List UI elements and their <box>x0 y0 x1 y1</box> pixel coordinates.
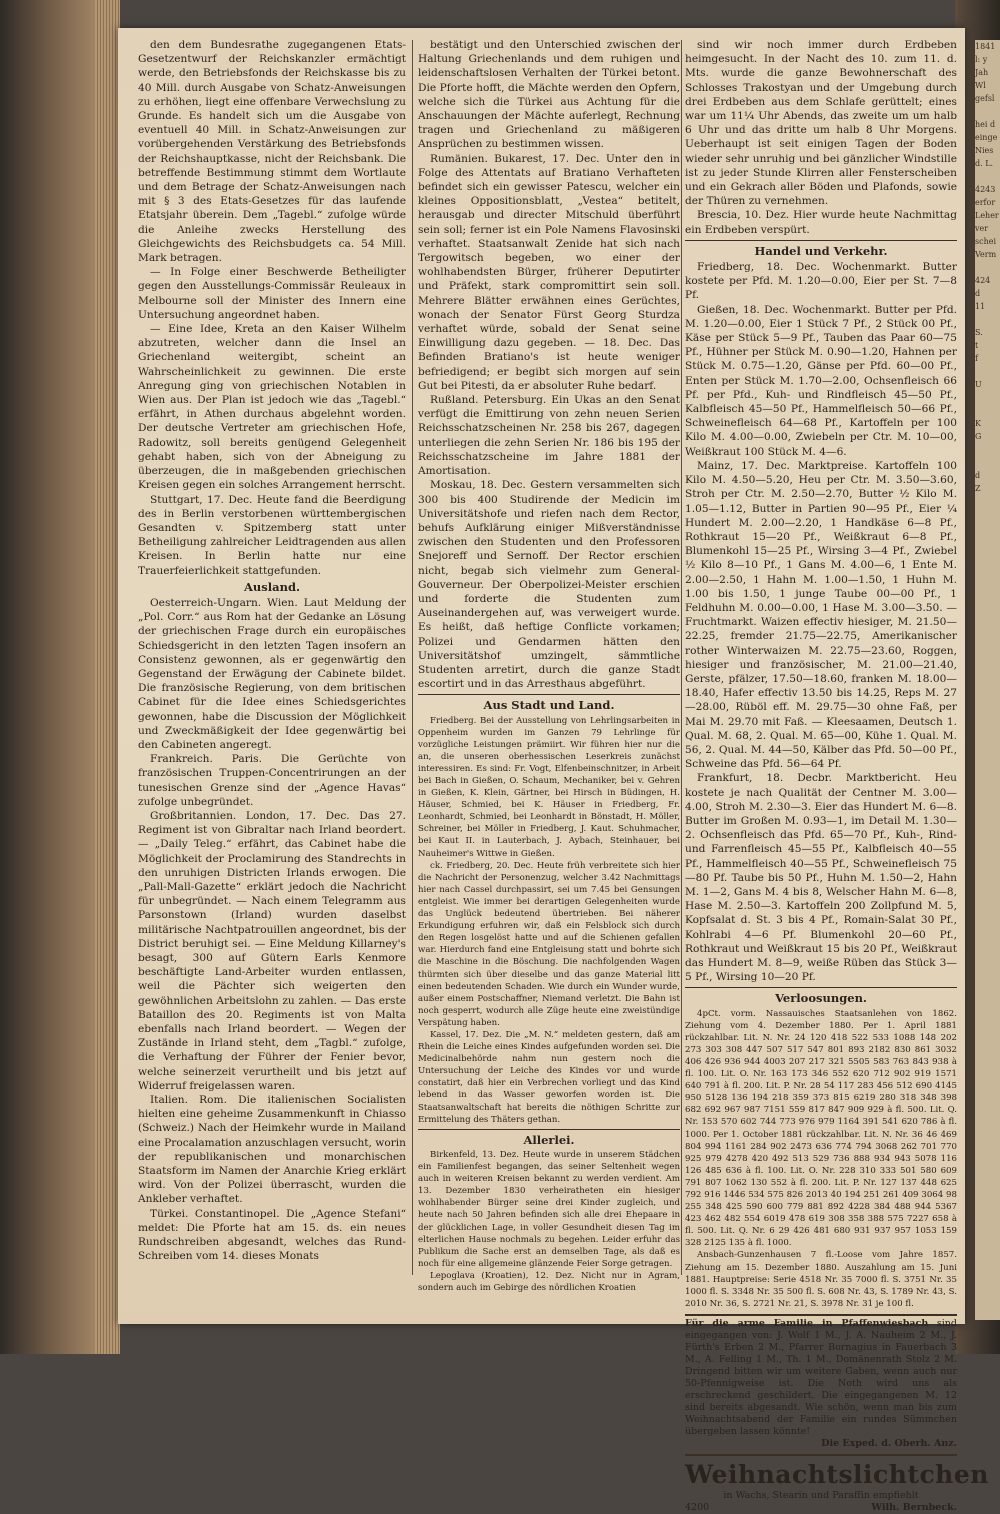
margin-fragment <box>975 456 1000 469</box>
margin-fragment: d <box>975 289 981 298</box>
article-paragraph: Moskau, 18. Dec. Gestern versammelten sich 300 bis 400 Studirende der Medicin im Universitätshofe und riefen nach dem Rector, behufs Aufklärung einiger Mißverständnisse zwischen den Studenten und den Professoren Snejoreff und Sernoff. Der Rector erschien nicht, begab sich vielmehr zum General-Gouverneur. Der Oberpolizei-Meister erschien und forderte die Studenten zum Auseinandergehen auf, was verweigert wurde. Es heißt, daß heftige Conflicte vorkamen; Polizei und Gendarmen hätten den Universitätshof umzingelt, sämmtliche Studenten arretirt, durch die ganze Stadt escortirt und in das Arresthaus abgeführt. <box>418 479 680 691</box>
lottery-numbers: 4pCt. vorm. Nassauisches Staatsanlehen von 1862. Ziehung vom 4. Dezember 1880. Per 1. April 1881 rückzahlbar. Lit. N. Nr. 24 120 418 522 533 1088 148 202 273 303 308 447 507 517 547 801 893 2182 830 861 3032 406 426 936 944 4003 207 217 321 5505 583 763 843 938 à fl. 100. Lit. O. Nr. 163 173 346 552 620 712 902 919 1571 640 791 à fl. 200. Lit. P. Nr. 28 54 117 283 456 512 690 4145 950 5128 136 194 218 359 373 815 6219 280 318 348 398 682 692 967 987 7151 559 817 847 909 929 à fl. 500. Lit. Q. Nr. 153 570 602 744 773 976 979 1164 391 541 620 786 à fl. 1000. Per 1. October 1881 rückzahlbar. Lit. N. Nr. 36 46 469 804 994 1161 284 902 2473 636 774 794 3068 262 701 770 925 979 4278 420 492 513 529 736 888 934 943 5078 116 126 485 636 à fl. 100. Lit. O. Nr. 228 310 333 501 580 609 791 807 1062 130 552 à fl. 200. Lit. P. Nr. 127 137 448 625 792 916 1446 534 575 826 2013 40 194 251 261 409 3064 98 255 348 425 590 600 779 881 892 4228 384 488 944 5367 423 462 482 554 6019 478 619 308 358 388 575 7227 658 à fl. 500. Lit. Q. Nr. 6 29 426 481 680 931 937 957 1053 159 328 2125 135 à fl. 1000. <box>685 1008 957 1249</box>
article-paragraph: Rumänien. Bukarest, 17. Dec. Unter den in Folge des Attentats auf Bratiano Verhafteten befindet sich ein gewisser Patescu, welcher ein kleines Oppositionsblatt, „Vestea“ betitelt, herausgab und directer Mitschuld überführt sein soll; ferner ist ein Pole Namens Flavosinski verhaftet. Staatsanwalt Zenide hat sich nach Tergowitsch begeben, wo einer der wohlhabendsten Bürger, früherer Deputirter und Präfekt, stark compromittirt sein soll. Mehrere Blätter erwähnen eines Gerüchtes, wonach der Senator Fürst Georg Sturdza verhaftet würde, sobald der Senat seine Einwilligung dazu gegeben. — 18. Dec. Das Befinden Bratiano's ist heute weniger befriedigend; er begibt sich morgen auf sein Gut bei Pitesti, da er absoluter Ruhe bedarf. <box>418 152 680 392</box>
margin-fragment <box>975 261 1000 274</box>
advertisement-number: 4200 <box>685 1501 710 1513</box>
column-2 <box>418 38 680 1293</box>
article-paragraph: Frankfurt, 18. Decbr. Marktbericht. Heu kostete je nach Qualität der Centner M. 3.00—4.00, Stroh M. 2.30—3. Eier das Hundert M. 6—8. Butter im Großen M. 0.93—1, im Detail M. 1.30—2. Ochsenfleisch das Pfd. 65—70 Pf., Kuh-, Rind- und Farrenfleisch 45—55 Pf., Kalbfleisch 40—55 Pf., Hammelfleisch 40—55 Pf., Schweinefleisch 75—80 Pf. Taube bis 50 Pf., Huhn M. 1.50—2, Hahn M. 1—2, Gans M. 4 bis 8, Welscher Hahn M. 6—8, Hase M. 2.50—3. Kartoffeln 200 Zollpfund M. 5, Kopfsalat d. St. 3 bis 4 Pf., Romain-Salat 30 Pf., Kohlrabi 4—6 Pf. Blumenkohl 20—60 Pf., Rothkraut und Weißkraut 15 bis 20 Pf., Weißkraut das Hundert M. 8—9, weiße Rüben das Stück 3—5 Pf., Wirsing 10—20 Pf. <box>685 772 957 984</box>
section-heading-allerlei: Allerlei. <box>523 1132 575 1147</box>
section-heading-verloosungen: Verloosungen. <box>775 991 867 1006</box>
article-paragraph: Frankreich. Paris. Die Gerüchte von französischen Truppen-Concentrirungen an der tunesischen Grenze sind der „Agence Havas“ zufolge unbegründet. <box>138 753 406 808</box>
margin-fragment <box>975 443 1000 456</box>
margin-fragment: einge <box>975 133 998 142</box>
margin-fragment: schei <box>975 237 997 246</box>
column-1 <box>138 38 406 1268</box>
margin-fragment: 424 <box>975 276 991 285</box>
margin-fragment: t <box>975 341 979 350</box>
margin-fragment: ver <box>975 224 989 233</box>
margin-fragment <box>975 170 1000 183</box>
book-binding-left <box>0 0 120 1354</box>
margin-fragment <box>975 391 1000 404</box>
margin-fragment: Z <box>975 484 981 493</box>
margin-fragment: Nies <box>975 146 994 155</box>
article-paragraph: sind wir noch immer durch Erdbeben heimgesucht. In der Nacht des 10. zum 11. d. Mts. wurde die ganze Bewohnerschaft des Schlosses Trakostyan und der Umgebung durch drei Erdbeben aus dem Schlafe gerüttelt; eines war um 11¼ Uhr Abends, das zweite um um halb 6 Uhr und das dritte um halb 8 Uhr Morgens. Ueberhaupt ist seit einigen Tagen der Boden wieder sehr unruhig und bei gänzlicher Windstille ist zu jeder Stunde Klirren aller Fensterscheiben und ein Gekrach aller Böden und Plafonds, sowie der Thüren zu vernehmen. <box>685 39 957 208</box>
charity-notice-text: sind eingegangen von: J. Wolf 1 M., J. A. Nauheim 2 M., J. Fürth's Erben 2 M., Pfarrer Bornagius in Fauerbach 3 M., A. Felling 1 M., Th. 1 M., Domänenrath Stolz 2 M. Dringend bitten wir um weitere Gaben, wenn auch nur 50-Pfennigweise ist. Die Noth wird uns als erschreckend geschildert. Die eingegangenen M. 12 sind bereits abgesandt. Wie schön, wenn man bis zum Weihnachtsabend der Familie ein rundes Sümmchen übergeben lassen könnte! <box>685 1317 958 1437</box>
article-paragraph: Stuttgart, 17. Dec. Heute fand die Beerdigung des in Berlin verstorbenen württembergischen Gesandten v. Spitzemberg statt unter Betheiligung zahlreicher Leidtragenden aus allen Kreisen. In Berlin hatte nur eine Trauerfeierlichkeit stattgefunden. <box>138 493 406 577</box>
margin-fragment: l: y <box>975 55 988 64</box>
article-paragraph: ck. Friedberg, 20. Dec. Heute früh verbreitete sich hier die Nachricht der Personenzug, welcher 3.42 Nachmittags hier nach Cassel durchpassirt, sei um 7.45 bei Gensungen entgleist. Wie immer bei derartigen Gelegenheiten wurde das Unglück bedeutend übertrieben. Bei näherer Erkundigung erfuhren wir, daß ein Felsblock sich durch den Regen losgelöst hatte und auf die Schienen gefallen war. Hierdurch fand eine Entgleisung statt und bohrte sich die Maschine in die Böschung. Die nachfolgenden Wagen thürmten sich über dieselbe und das ganze Material litt einen bedeutenden Schaden. Wie durch ein Wunder wurde, außer einem Postschaffner, Niemand verletzt. Die Bahn ist noch gesperrt, wodurch alle Züge heute eine zweistündige Verspätung haben. <box>418 860 680 1028</box>
article-paragraph: Türkei. Constantinopel. Die „Agence Stefani“ meldet: Die Pforte hat am 15. ds. ein neues Rundschreiben abgesandt, welches das Rund-Schreiben vom 14. dieses Monats <box>138 1207 406 1263</box>
margin-fragment: d. L. <box>975 159 994 168</box>
margin-fragment: U <box>975 380 982 389</box>
page-stack-edge <box>95 0 120 1354</box>
article-paragraph: Brescia, 10. Dez. Hier wurde heute Nachmittag ein Erdbeben verspürt. <box>685 209 957 236</box>
margin-fragment: S. <box>975 328 983 337</box>
advertiser-name: Wilh. Bernbeck. <box>871 1501 957 1513</box>
article-paragraph: Friedberg. Bei der Ausstellung von Lehrlingsarbeiten in Oppenheim wurden im Ganzen 79 Lehrlinge für vorzügliche Leistungen prämiirt. Wir führen hier nur die an, die unseren oberhessischen Leserkreis zunächst interessiren. Es sind: Fr. Vogt, Elfenbeinschnitzer, in Arbeit bei Bach in Gießen, O. Schaum, Mechaniker, bei v. Gehren in Gießen, K. Klein, Gärtner, bei Hirsch in Büdingen, H. Häuser, Schmied, bei K. Häuser in Friedberg, Fr. Leonhardt, Schmied, bei Leonhardt in Bönstadt, H. Möller, Schreiner, bei Möller in Friedberg, J. Kaut. Schuhmacher, bei Kaut II. in Lauterbach, J. Aybach, Steinhauer, bei Nauheimer's Wittwe in Gießen. <box>418 715 680 859</box>
margin-fragment: f <box>975 354 978 363</box>
margin-fragment: 1841 <box>975 42 996 51</box>
advertisement-title: Weihnachtslichtchen <box>685 1459 989 1489</box>
section-divider <box>418 1129 680 1130</box>
article-paragraph: Oesterreich-Ungarn. Wien. Laut Meldung der „Pol. Corr.“ aus Rom hat der Gedanke an Lösung der griechischen Frage durch ein europäisches Schiedsgericht in den letzten Tagen insofern an Consistenz gewonnen, als er gegenwärtig den Gegenstand der Erwägung der Cabinete bildet. Die französische Regierung, von dem britischen Cabinet für die Idee eines Schiedsgerichtes gewonnen, habe die Discussion der Möglichkeit und Zweckmäßigkeit der Idee gegenwärtig bei den Cabineten angeregt. <box>138 596 406 751</box>
article-paragraph: den dem Bundesrathe zugegangenen Etats-Gesetzentwurf der Reichskanzler ermächtigt werde, den Betriebsfonds der Reichskasse bis zu 40 Mill. durch Ausgabe von Schatz-Anweisungen zu erhöhen, liegt eine offenbare Verwechslung zu Grunde. Es handelt sich um die Ausgabe von eventuell 40 Mill. in Schatz-Anweisungen zur vorübergehenden Verstärkung des Betriebsfonds der Reichshauptkasse, nicht der Reichsbank. Die betreffende Bestimmung stimmt dem Wortlaute und dem Betrage der Schatz-Anweisungen nach mit § 3 des Etats-Gesetzes für das laufende Etatsjahr überein. Dem „Tagebl.“ zufolge würde die Anleihe zwecks Herstellung des Gleichgewichts des Reichsbudgets ca. 54 Mill. Mark betragen. <box>138 39 406 265</box>
article-paragraph: Kassel, 17. Dez. Die „M. N.“ meldeten gestern, daß am Rhein die Leiche eines Kindes aufgefunden worden sei. Die Medicinalbehörde nahm nun gestern noch die Untersuchung der Leiche des Kindes vor und wurde constatirt, daß hier ein Verbrechen vorliegt und das Kind lebend in das Wasser geworfen worden ist. Die Staatsanwaltschaft hat bereits die nöthigen Schritte zur Ermittelung des Thäters gethan. <box>418 1029 680 1125</box>
next-page-sliver <box>975 40 1000 1320</box>
section-divider <box>685 987 957 988</box>
article-paragraph: Mainz, 17. Dec. Marktpreise. Kartoffeln 100 Kilo M. 4.50—5.20, Heu per Ctr. M. 3.50—3.60, Stroh per Ctr. M. 2.50—2.70, Butter ½ Kilo M. 1.05—1.12, Butter in Partien 90—95 Pf., Eier ¼ Hundert M. 2.00—2.20, 1 Handkäse 6—8 Pf., Rothkraut 15—20 Pf., Weißkraut 6—8 Pf., Blumenkohl 15—25 Pf., Wirsing 3—4 Pf., Zwiebel ½ Kilo 8—10 Pf., 1 Gans M. 4.00—6, 1 Ente M. 2.00—2.50, 1 Hahn M. 1.00—1.50, 1 Huhn M. 1.00 bis 1.50, 1 junge Taube 00—00 Pf., 1 Feldhuhn M. 0.00—0.00, 1 Hase M. 3.00—3.50. — Fruchtmarkt. Waizen effectiv hiesiger, M. 21.50—22.25, fremder 21.75—22.75, Amerikanischer rother Winterwaizen M. 22.75—23.60, Roggen, hiesiger und französischer, M. 21.00—21.40, Gerste, pfälzer, 17.50—18.60, franken M. 18.00—18.40, Hafer effectiv 13.50 bis 14.25, Reps M. 27—28.00, Rüböl eff. M. 29.75—30 ohne Faß, per Mai M. 29.70 mit Faß. — Kleesaamen, Deutsch 1. Qual. M. 68, 2. Qual. M. 65—00, Kühe 1. Qual. M. 56, 2. Qual. M. 44—50, Kälber das Pfd. 50—00 Pf., Schweine das Pfd. 56—64 Pf. <box>685 459 957 771</box>
lottery-numbers: Ansbach-Gunzenhausen 7 fl.-Loose vom Jahre 1857. Ziehung am 15. Dezember 1880. Auszahlung am 15. Juni 1881. Hauptpreise: Serie 4518 Nr. 35 7000 fl. S. 3751 Nr. 35 1000 fl. S. 3348 Nr. 35 500 fl. S. 608 Nr. 43, S. 1789 Nr. 43, S. 2010 Nr. 36, S. 2721 Nr. 21, S. 3978 Nr. 31 je 100 fl. <box>685 1250 957 1309</box>
charity-notice <box>685 1318 957 1438</box>
ad-divider <box>685 1314 957 1316</box>
charity-notice-signature <box>685 1438 957 1450</box>
article-paragraph: Gießen, 18. Dec. Wochenmarkt. Butter per Pfd. M. 1.20—0.00, Eier 1 Stück 7 Pf., 2 Stück 00 Pf., Käse per Stück 5—9 Pf., Tauben das Paar 60—75 Pf., Hühner per Stück M. 0.90—1.20, Hahnen per Stück M. 0.75—1.20, Gänse per Pfd. 60—00 Pf., Enten per Stück M. 1.70—2.00, Ochsenfleisch 66 Pf. per Pfd., Kuh- und Rindfleisch 45—50 Pf., Kalbfleisch 45—50 Pf., Hammelfleisch 50—66 Pf., Schweinefleisch 64—68 Pf., Kartoffeln per 100 Kilo M. 4.00—0.00, Zwiebeln per Ctr. M. 10—00, Weißkraut 100 Stück M. 4—6. <box>685 303 957 458</box>
advertisement-line: in Wachs, Stearin und Paraffin empfiehlt <box>723 1489 919 1501</box>
margin-fragment <box>975 105 1000 118</box>
margin-fragment: Leher <box>975 211 999 220</box>
margin-fragment: 11 <box>975 302 986 311</box>
article-paragraph: Birkenfeld, 13. Dez. Heute wurde in unserem Städchen ein Familienfest begangen, das seiner Seltenheit wegen auch in weiteren Kreisen bekannt zu werden verdient. Am 13. Dezember 1830 verheiratheten ein hiesiger wohlhabender Bürger seine drei Kinder zugleich, und heute nach 50 Jahren befinden sich alle drei Ehepaare in der glücklichen Lage, in voller Gesundheit diesen Tag im elterlichen Hause nochmals zu begehen. Leider erfuhr das Publikum die Sache erst an demselben Tage, als daß es noch für eine allgemeine glänzende Feier Sorge getragen. <box>418 1149 680 1269</box>
article-paragraph: bestätigt und den Unterschied zwischen der Haltung Griechenlands und dem ruhigen und leidenschaftslosen Verhalten der Türkei betont. Die Pforte hofft, die Mächte werden den Opfern, welche sich die Türkei aus Achtung für die Anschauungen der Mächte auferlegt, Rechnung tragen und Griechenland zu mäßigeren Ansprüchen zu bestimmen wissen. <box>418 39 680 151</box>
margin-fragment: G <box>975 432 982 441</box>
advertisement-footer <box>685 1502 957 1514</box>
margin-fragment: Wl <box>975 81 986 90</box>
ad-divider <box>685 1454 957 1456</box>
margin-fragment: Verm <box>975 250 997 259</box>
margin-fragment <box>975 404 1000 417</box>
margin-fragment: K <box>975 419 981 428</box>
article-paragraph: Rußland. Petersburg. Ein Ukas an den Senat verfügt die Emittirung von zehn neuen Serien Reichsschatzscheinen Nr. 258 bis 267, dagegen unterliegen die zehn Serien Nr. 186 bis 195 der Reichsschatzscheine im Jahre 1881 der Amortisation. <box>418 394 680 478</box>
article-paragraph: Friedberg, 18. Dec. Wochenmarkt. Butter kostete per Pfd. M. 1.20—0.00, Eier per St. 7—8 Pf. <box>685 261 957 302</box>
margin-fragment <box>975 365 1000 378</box>
article-paragraph: Italien. Rom. Die italienischen Socialisten hielten eine geheime Zusammenkunft in Chiasso (Schweiz.) Nach der Heimkehr wurde in Mailand eine Procalamation anzuschlagen versucht, worin der republikanischen und monarchischen Staatsform im Namen der Anarchie Krieg erklärt wird. Von der Polizei überrascht, wurden die Ankleber verhaftet. <box>138 1094 406 1206</box>
section-heading-handel-und-verkehr: Handel und Verkehr. <box>754 243 888 258</box>
margin-fragment: 4243 <box>975 185 996 194</box>
column-rule <box>681 40 682 1275</box>
margin-fragment: d <box>975 471 981 480</box>
margin-fragment: gefsl <box>975 94 995 103</box>
section-divider <box>685 240 957 241</box>
article-paragraph: Lepoglava (Kroatien), 12. Dez. Nicht nur in Agram, sondern auch im Gebirge des nördlichen Kroatien <box>418 1270 680 1293</box>
section-heading-aus-stadt-und-land: Aus Stadt und Land. <box>483 698 615 713</box>
margin-fragment: Jah <box>975 68 989 77</box>
signature-text: Die Exped. d. Oberh. Anz. <box>821 1437 957 1449</box>
section-heading-ausland: Ausland. <box>244 579 300 594</box>
article-paragraph: — In Folge einer Beschwerde Betheiligter gegen den Ausstellungs-Commissär Reuleaux in Melbourne soll der Minister des Innern eine Untersuchung angeordnet haben. <box>138 266 406 321</box>
margin-fragment <box>975 313 1000 326</box>
article-paragraph: — Eine Idee, Kreta an den Kaiser Wilhelm abzutreten, welcher dann die Insel an Griechenland weitergibt, scheint an Wahrscheinlichkeit zu gewinnen. Die erste Anregung ging von griechischen Notablen in Wien aus. Der Plan ist jedoch wie das „Tagebl.“ erfährt, in Athen durchaus abgelehnt worden. Der deutsche Vertreter am griechischen Hofe, Radowitz, soll bereits genügend Gelegenheit gehabt haben, sich von der Abneigung zu überzeugen, die in maßgebenden griechischen Kreisen gegen ein solches Arrangement herrscht. <box>138 323 406 492</box>
margin-fragment: erfor <box>975 198 996 207</box>
section-divider <box>418 694 680 695</box>
article-paragraph: Großbritannien. London, 17. Dec. Das 27. Regiment ist von Gibraltar nach Irland beordert. — „Daily Teleg.“ erfährt, das Cabinet habe die Möglichkeit der Proclamirung des Standrechts in den unruhigen Districten Irlands erwogen. Die „Pall-Mall-Gazette“ erklärt jedoch die Nachricht für unbegründet. — Nach einem Telegramm aus Parsonstown (Irland) wurden daselbst militärische Nachtpatrouillen angeordnet, bis der District beruhigt sei. — Eine Meldung Killarney's besagt, 300 auf Gütern Earls Kenmore beschäftigte Land-Arbeiter wurden entlassen, weil die Pächter sich weigerten den gewöhnlichen Arbeitslohn zu zahlen. — Das erste Bataillon des 20. Regiments ist von Malta ebenfalls nach Irland beordert. — Wegen der Zustände in Irland steht, dem „Tagbl.“ zufolge, die Verhaftung der Führer der Fenier bevor, welche seinerzeit verurtheilt und bis jetzt auf Widerruf freigelassen waren. <box>138 809 406 1092</box>
column-rule <box>412 40 413 1275</box>
charity-notice-title: Für die arme Familie in Pfaffenwiesbach <box>685 1317 929 1329</box>
margin-fragment: hei d <box>975 120 996 129</box>
